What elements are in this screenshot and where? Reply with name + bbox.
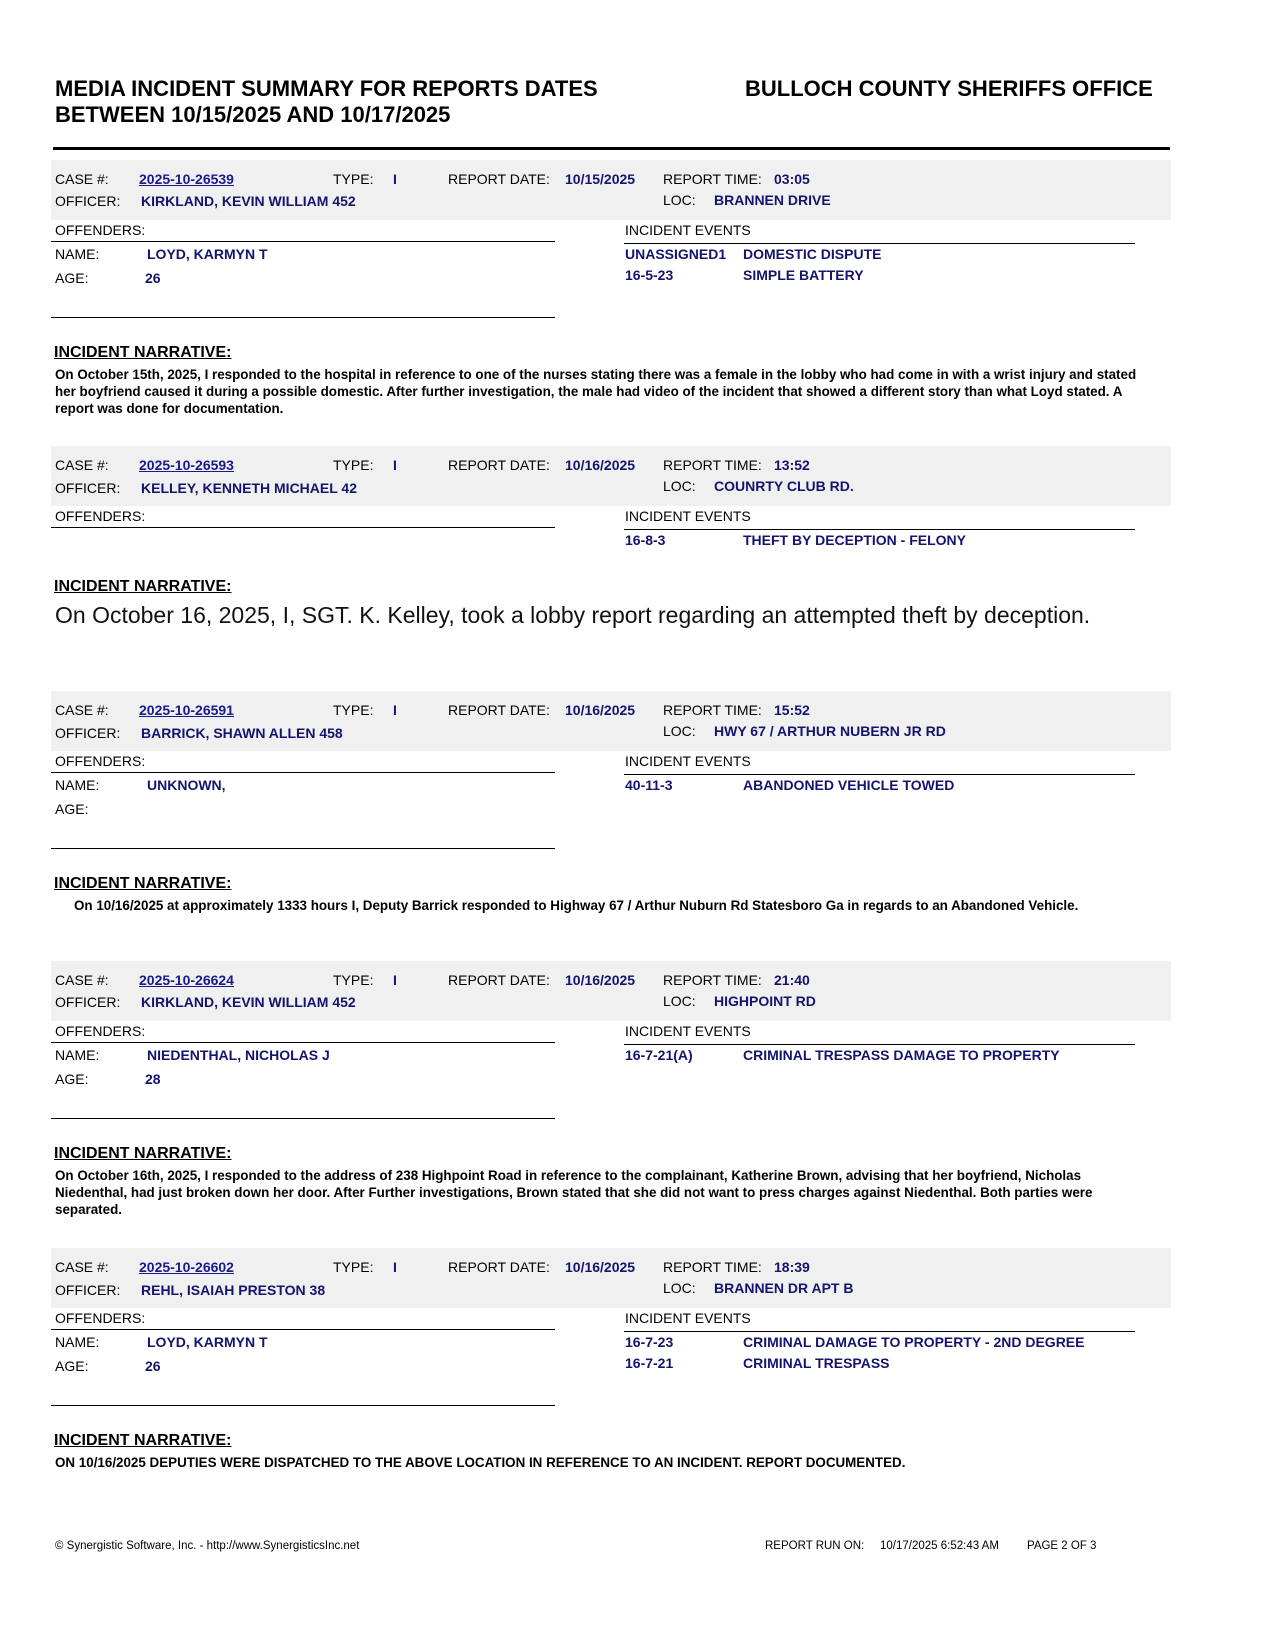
footer-run-on-value: 10/17/2025 6:52:43 AM — [880, 1540, 999, 1552]
type-value: I — [393, 702, 397, 718]
report-time-label: REPORT TIME: — [663, 457, 762, 473]
report-date-value: 10/16/2025 — [565, 972, 636, 988]
case-header — [51, 1248, 1171, 1308]
report-date-label: REPORT DATE: — [448, 702, 550, 718]
events-rule — [624, 529, 1135, 530]
incident-events-label: INCIDENT EVENTS — [625, 508, 751, 524]
name-label: NAME: — [55, 1334, 100, 1350]
report-title — [55, 76, 695, 128]
report-date-value: 10/16/2025 — [565, 702, 636, 718]
age-label: AGE: — [55, 801, 89, 817]
events-rule — [624, 1044, 1135, 1045]
loc-value: BRANNEN DR APT B — [714, 1280, 854, 1296]
event-code: 16-7-21(A) — [625, 1047, 693, 1063]
officer-label: OFFICER: — [55, 1282, 121, 1298]
report-time-label: REPORT TIME: — [663, 1259, 762, 1275]
report-date-label: REPORT DATE: — [448, 972, 550, 988]
offenders-label: OFFENDERS: — [55, 508, 146, 524]
loc-label: LOC: — [663, 478, 696, 494]
offenders-label: OFFENDERS: — [55, 1023, 146, 1039]
narrative-text: On October 15th, 2025, I responded to the hospital in reference to one of the nurses stating there was a female in the lobby who had come in with a wrist injury and stated her boyfriend caused it during a possible domestic. After further investigation, the male had video of the incident that showed a different story than what Loyd stated. A report was done for documentation. — [55, 367, 1137, 416]
incident-events-label: INCIDENT EVENTS — [625, 222, 751, 238]
age-label: AGE: — [55, 270, 89, 286]
offenders-label: OFFENDERS: — [55, 753, 146, 769]
narrative-heading: INCIDENT NARRATIVE: — [54, 875, 232, 892]
events-rule — [624, 243, 1135, 244]
events-rule — [624, 774, 1135, 775]
narrative-heading: INCIDENT NARRATIVE: — [54, 1145, 232, 1162]
type-label: TYPE: — [333, 972, 374, 988]
type-label: TYPE: — [333, 171, 374, 187]
case-number-link[interactable]: 2025-10-26539 — [139, 171, 234, 187]
incident-events-label: INCIDENT EVENTS — [625, 1310, 751, 1326]
officer-label: OFFICER: — [55, 480, 121, 496]
officer-value: KIRKLAND, KEVIN WILLIAM 452 — [141, 193, 356, 209]
case-number-label: CASE #: — [55, 171, 109, 187]
report-time-value: 15:52 — [774, 702, 810, 718]
case-number-label: CASE #: — [55, 702, 109, 718]
report-title-line2: BETWEEN 10/15/2025 AND 10/17/2025 — [55, 102, 451, 127]
officer-value: KIRKLAND, KEVIN WILLIAM 452 — [141, 994, 356, 1010]
officer-value: KELLEY, KENNETH MICHAEL 42 — [141, 480, 357, 496]
event-code: 16-5-23 — [625, 267, 674, 283]
narrative-text: On October 16th, 2025, I responded to the address of 238 Highpoint Road in reference to the complainant, Katherine Brown, advising that her boyfriend, Nicholas Niedenthal, had just broken down her door. After Further investigations, Brown stated that she did not want to press charges against Niedenthal. Both parties were separated. — [55, 1168, 1093, 1217]
type-value: I — [393, 457, 397, 473]
narrative-text: On October 16, 2025, I, SGT. K. Kelley, took a lobby report regarding an attempted theft by deception. — [55, 602, 1091, 628]
event-description: CRIMINAL TRESPASS — [743, 1355, 890, 1371]
type-label: TYPE: — [333, 702, 374, 718]
report-time-label: REPORT TIME: — [663, 972, 762, 988]
type-value: I — [393, 972, 397, 988]
officer-label: OFFICER: — [55, 994, 121, 1010]
offender-end-rule — [51, 848, 555, 849]
report-date-value: 10/16/2025 — [565, 457, 636, 473]
report-date-value: 10/15/2025 — [565, 171, 636, 187]
narrative-heading: INCIDENT NARRATIVE: — [54, 344, 232, 361]
case-number-label: CASE #: — [55, 972, 109, 988]
offender-name: LOYD, KARMYN T — [147, 246, 268, 262]
case-number-link[interactable]: 2025-10-26602 — [139, 1259, 234, 1275]
case-header — [51, 961, 1171, 1021]
loc-label: LOC: — [663, 993, 696, 1009]
event-description: CRIMINAL TRESPASS DAMAGE TO PROPERTY — [743, 1047, 1060, 1063]
event-description: ABANDONED VEHICLE TOWED — [743, 777, 955, 793]
report-time-label: REPORT TIME: — [663, 702, 762, 718]
age-label: AGE: — [55, 1071, 89, 1087]
event-description: THEFT BY DECEPTION - FELONY — [743, 532, 966, 548]
age-label: AGE: — [55, 1358, 89, 1374]
incident-events-label: INCIDENT EVENTS — [625, 753, 751, 769]
footer-run-on-label: REPORT RUN ON: — [765, 1540, 865, 1552]
report-date-value: 10/16/2025 — [565, 1259, 636, 1275]
incident-events-label: INCIDENT EVENTS — [625, 1023, 751, 1039]
narrative-heading: INCIDENT NARRATIVE: — [54, 1432, 232, 1449]
loc-label: LOC: — [663, 723, 696, 739]
name-label: NAME: — [55, 1047, 100, 1063]
case-number-link[interactable]: 2025-10-26593 — [139, 457, 234, 473]
type-label: TYPE: — [333, 457, 374, 473]
event-description: SIMPLE BATTERY — [743, 267, 864, 283]
case-number-label: CASE #: — [55, 457, 109, 473]
offenders-rule — [51, 241, 555, 242]
officer-value: REHL, ISAIAH PRESTON 38 — [141, 1282, 326, 1298]
officer-label: OFFICER: — [55, 193, 121, 209]
offenders-rule — [51, 772, 555, 773]
footer-page-number: PAGE 2 OF 3 — [1027, 1540, 1097, 1552]
loc-value: BRANNEN DRIVE — [714, 192, 831, 208]
offender-end-rule — [51, 1405, 555, 1406]
report-time-value: 18:39 — [774, 1259, 810, 1275]
event-code: 16-8-3 — [625, 532, 666, 548]
case-header — [51, 691, 1171, 751]
footer-copyright: © Synergistic Software, Inc. - http://www.SynergisticsInc.net — [55, 1540, 360, 1552]
offender-name: UNKNOWN, — [147, 777, 226, 793]
loc-value: HWY 67 / ARTHUR NUBERN JR RD — [714, 723, 946, 739]
offenders-label: OFFENDERS: — [55, 1310, 146, 1326]
case-number-link[interactable]: 2025-10-26591 — [139, 702, 234, 718]
loc-label: LOC: — [663, 1280, 696, 1296]
narrative-text: On 10/16/2025 at approximately 1333 hours I, Deputy Barrick responded to Highway 67 / Arthur Nuburn Rd Statesboro Ga in regards to an Abandoned Vehicle. — [74, 898, 1079, 913]
event-code: 40-11-3 — [625, 777, 673, 793]
offender-end-rule — [51, 317, 555, 318]
report-time-value: 03:05 — [774, 171, 810, 187]
event-description: CRIMINAL DAMAGE TO PROPERTY - 2ND DEGREE — [743, 1334, 1085, 1350]
offenders-rule — [51, 1042, 555, 1043]
event-code: UNASSIGNED1 — [625, 246, 727, 262]
case-header — [51, 160, 1171, 220]
report-time-value: 21:40 — [774, 972, 810, 988]
offender-age: 26 — [145, 270, 161, 286]
name-label: NAME: — [55, 246, 100, 262]
offender-name: LOYD, KARMYN T — [147, 1334, 268, 1350]
loc-label: LOC: — [663, 192, 696, 208]
narrative-heading: INCIDENT NARRATIVE: — [54, 578, 232, 595]
event-code: 16-7-21 — [625, 1355, 674, 1371]
narrative-text: ON 10/16/2025 DEPUTIES WERE DISPATCHED TO THE ABOVE LOCATION IN REFERENCE TO AN INCIDENT. REPORT DOCUMENTED. — [55, 1455, 906, 1470]
events-rule — [624, 1331, 1135, 1332]
offender-age: 28 — [145, 1071, 161, 1087]
report-title-line1: MEDIA INCIDENT SUMMARY FOR REPORTS DATES — [55, 76, 598, 101]
offenders-label: OFFENDERS: — [55, 222, 146, 238]
report-date-label: REPORT DATE: — [448, 1259, 550, 1275]
offender-end-rule — [51, 1118, 555, 1119]
report-time-value: 13:52 — [774, 457, 810, 473]
officer-value: BARRICK, SHAWN ALLEN 458 — [141, 725, 343, 741]
type-value: I — [393, 171, 397, 187]
report-date-label: REPORT DATE: — [448, 457, 550, 473]
event-description: DOMESTIC DISPUTE — [743, 246, 882, 262]
report-time-label: REPORT TIME: — [663, 171, 762, 187]
officer-label: OFFICER: — [55, 725, 121, 741]
loc-value: COUNRTY CLUB RD. — [714, 478, 854, 494]
name-label: NAME: — [55, 777, 100, 793]
type-value: I — [393, 1259, 397, 1275]
offenders-rule — [51, 527, 555, 528]
header-divider — [53, 147, 1170, 150]
case-header — [51, 446, 1171, 506]
agency-name: BULLOCH COUNTY SHERIFFS OFFICE — [745, 76, 1153, 101]
loc-value: HIGHPOINT RD — [714, 993, 816, 1009]
offender-age: 26 — [145, 1358, 161, 1374]
case-number-link[interactable]: 2025-10-26624 — [139, 972, 234, 988]
offenders-rule — [51, 1329, 555, 1330]
report-date-label: REPORT DATE: — [448, 171, 550, 187]
offender-name: NIEDENTHAL, NICHOLAS J — [147, 1047, 330, 1063]
type-label: TYPE: — [333, 1259, 374, 1275]
event-code: 16-7-23 — [625, 1334, 674, 1350]
case-number-label: CASE #: — [55, 1259, 109, 1275]
